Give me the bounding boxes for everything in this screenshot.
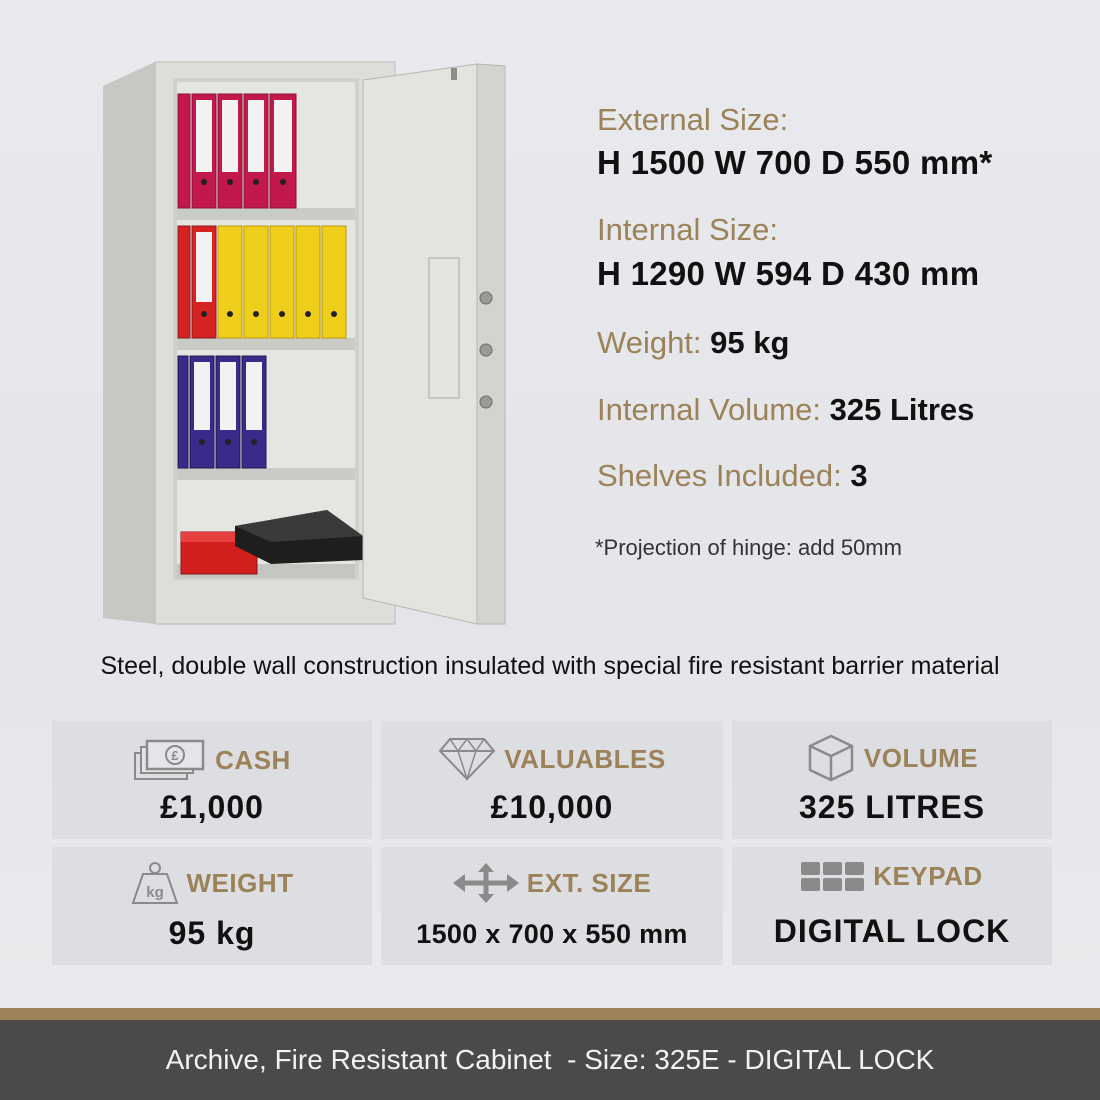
weight-label: Weight:: [597, 325, 702, 360]
feature-tile-keypad: [732, 847, 1052, 965]
feature-label-volume: VOLUME: [863, 742, 979, 773]
feature-value-volume: 325 LITRES: [798, 789, 986, 825]
volume-value: 325 Litres: [829, 392, 975, 427]
feature-value-weight: 95 kg: [168, 915, 256, 951]
feature-label-keypad: KEYPAD: [873, 861, 983, 891]
feature-label-weight: WEIGHT: [186, 867, 294, 898]
feature-value-valuables: £10,000: [490, 789, 614, 825]
internal-size-value: H 1290 W 594 D 430 mm: [597, 255, 980, 292]
feature-label-cash: CASH: [215, 744, 291, 775]
shelves-value: 3: [850, 458, 868, 493]
cabinet-product-image: [95, 58, 515, 638]
cube-icon: [806, 733, 856, 783]
product-title-footer: Archive, Fire Resistant Cabinet - Size: 325E - DIGITAL LOCK: [0, 1020, 1100, 1100]
feature-label-ext-size: EXT. SIZE: [526, 867, 652, 898]
feature-value-cash: £1,000: [160, 789, 264, 825]
cash-icon-symbol: £: [171, 748, 179, 763]
shelves-row: [597, 458, 868, 494]
weight-icon: [131, 861, 179, 905]
feature-tile-weight: [52, 847, 372, 965]
shelves-label: Shelves Included:: [597, 458, 842, 493]
footer-accent-line: [0, 1008, 1100, 1020]
feature-tile-valuables: [381, 721, 723, 839]
cash-icon: [133, 739, 207, 781]
external-size-value: H 1500 W 700 D 550 mm*: [597, 144, 993, 181]
feature-value-ext-size: 1500 x 700 x 550 mm: [416, 919, 688, 949]
external-size-label: External Size:: [597, 102, 789, 137]
feature-label-valuables: VALUABLES: [504, 743, 666, 774]
weight-icon-unit: kg: [145, 884, 164, 901]
volume-label: Internal Volume:: [597, 392, 822, 427]
diamond-icon: [438, 737, 496, 781]
feature-tile-volume: [732, 721, 1052, 839]
keypad-icon: [801, 862, 865, 892]
feature-tile-cash: [52, 721, 372, 839]
hinge-note: *Projection of hinge: add 50mm: [595, 535, 902, 560]
volume-row: [597, 392, 974, 428]
feature-value-keypad: DIGITAL LOCK: [773, 913, 1011, 949]
weight-row: [597, 325, 789, 361]
weight-value: 95 kg: [710, 325, 790, 360]
feature-tile-ext-size: [381, 847, 723, 965]
construction-description: Steel, double wall construction insulated with special fire resistant barrier material: [100, 652, 1000, 680]
move-arrows-icon: [453, 863, 519, 903]
internal-size-label: Internal Size:: [597, 212, 778, 247]
